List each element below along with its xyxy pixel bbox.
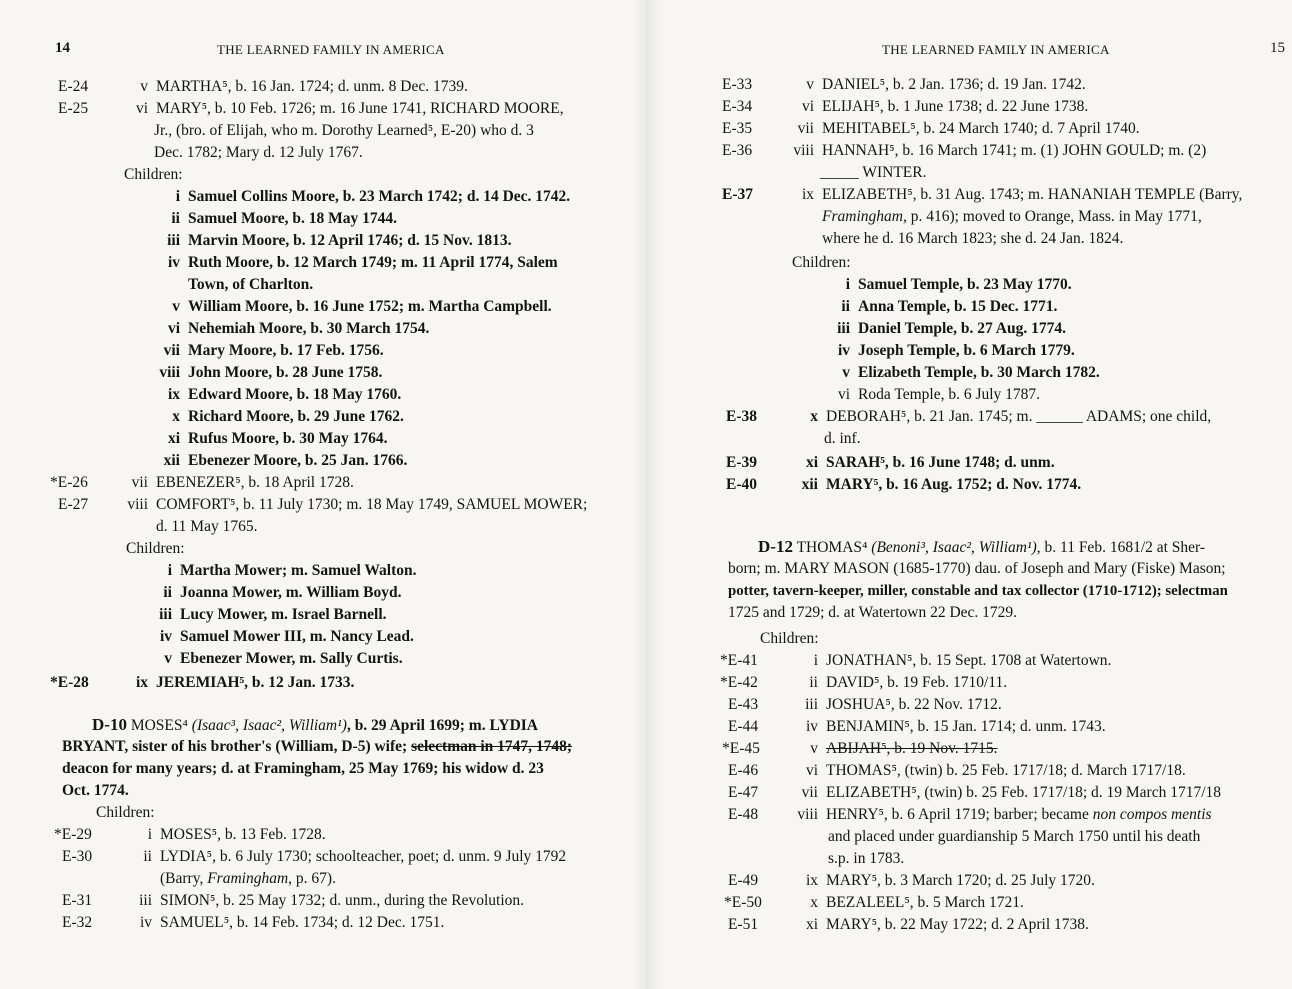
child-line <box>144 648 403 670</box>
child-text: Joanna Mower, m. William Boyd. <box>180 584 402 601</box>
child-line <box>144 582 401 604</box>
child-line <box>152 208 397 230</box>
entry-id: E-30 <box>62 848 93 865</box>
d12-text: , b. 11 Feb. 1681/2 at Sher- <box>1036 539 1206 556</box>
child-continuation: Town, of Charlton. <box>188 276 314 293</box>
d12-line: 1725 and 1729; d. at Watertown 22 Dec. 1729. <box>728 604 1018 621</box>
roman-numeral: iii <box>805 696 818 713</box>
entry-text: SIMON⁵, b. 25 May 1732; d. unm., during the Revolution. <box>160 892 525 909</box>
roman-numeral: iii <box>139 892 152 909</box>
child-line <box>152 428 388 450</box>
child-line <box>822 340 1075 362</box>
roman-numeral: vi <box>837 386 850 403</box>
entry-id: E-35 <box>722 120 753 137</box>
entry-e32 <box>62 912 444 934</box>
page-number: 14 <box>55 40 70 56</box>
entry-e49 <box>728 870 1095 892</box>
child-line <box>822 384 1040 406</box>
child-text: Ruth Moore, b. 12 March 1749; m. 11 April 1774, Salem <box>188 254 558 271</box>
entry-e38 <box>726 406 1211 428</box>
entry-e44 <box>728 716 1106 738</box>
entry-id: E-48 <box>728 806 759 823</box>
roman-numeral: v <box>140 78 148 95</box>
roman-numeral: iii <box>837 320 850 337</box>
d12-line: born; m. MARY MASON (1685-1770) dau. of Joseph and Mary (Fiske) Mason; <box>728 560 1226 577</box>
child-text: Richard Moore, b. 29 June 1762. <box>188 408 404 425</box>
children-heading: Children: <box>124 166 183 183</box>
child-text: John Moore, b. 28 June 1758. <box>188 364 383 381</box>
entry-text: MOSES⁵, b. 13 Feb. 1728. <box>160 826 326 843</box>
entry-e50 <box>724 892 1024 914</box>
roman-numeral: viii <box>797 806 818 823</box>
roman-numeral: v <box>172 298 180 315</box>
ancestry: (Benoni³, Isaac², William¹) <box>871 539 1037 556</box>
d10-line: deacon for many years; d. at Framingham, 25 May 1769; his widow d. 23 <box>62 760 544 777</box>
roman-numeral: iv <box>837 342 850 359</box>
entry-text: DEBORAH⁵, b. 21 Jan. 1745; m. ______ ADAMS; one child, <box>826 408 1212 425</box>
child-text: William Moore, b. 16 June 1752; m. Martha Campbell. <box>188 298 552 315</box>
roman-numeral: x <box>810 408 818 425</box>
child-line <box>152 318 429 340</box>
roman-numeral: ix <box>167 386 180 403</box>
children-heading: Children: <box>126 540 185 557</box>
entry-text: ELIZABETH⁵, b. 31 Aug. 1743; m. HANANIAH TEMPLE (Barry, <box>822 186 1243 203</box>
roman-numeral: xii <box>801 476 818 493</box>
entry-continuation: _____ WINTER. <box>820 164 927 181</box>
roman-numeral: v <box>842 364 850 381</box>
entry-text: COMFORT⁵, b. 11 July 1730; m. 18 May 1749, SAMUEL MOWER; <box>156 496 588 513</box>
entry-e27 <box>58 494 587 516</box>
roman-numeral: i <box>175 188 180 205</box>
child-text: Samuel Temple, b. 23 May 1770. <box>858 276 1072 293</box>
child-text: Ebenezer Mower, m. Sally Curtis. <box>180 650 403 667</box>
citation-text: (Barry, <box>160 870 208 887</box>
child-line <box>822 296 1057 318</box>
child-text: Samuel Collins Moore, b. 23 March 1742; d. 14 Dec. 1742. <box>188 188 571 205</box>
d10-line: Oct. 1774. <box>62 782 129 799</box>
entry-e26 <box>50 472 354 494</box>
child-line <box>822 318 1066 340</box>
child-text: Lucy Mower, m. Israel Barnell. <box>180 606 387 623</box>
roman-numeral: v <box>810 740 818 757</box>
entry-text: HENRY⁵, b. 6 April 1719; barber; became <box>826 806 1093 823</box>
entry-e34 <box>722 96 1088 118</box>
entry-text: JOSHUA⁵, b. 22 Nov. 1712. <box>826 696 1002 713</box>
entry-text: BENJAMIN⁵, b. 15 Jan. 1714; d. unm. 1743. <box>826 718 1106 735</box>
roman-numeral: viii <box>127 496 148 513</box>
entry-id: *E-50 <box>724 894 762 911</box>
entry-text: BEZALEEL⁵, b. 5 March 1721. <box>826 894 1024 911</box>
roman-numeral: vii <box>131 474 148 491</box>
entry-continuation: s.p. in 1783. <box>828 850 905 867</box>
page-number: 15 <box>1270 40 1285 56</box>
roman-numeral: vi <box>135 100 148 117</box>
roman-numeral: x <box>172 408 180 425</box>
right-page <box>646 0 1292 989</box>
roman-numeral: ii <box>171 210 180 227</box>
entry-continuation: Dec. 1782; Mary d. 12 July 1767. <box>154 144 363 161</box>
roman-numeral: ix <box>135 674 148 691</box>
d10-text: , b. 29 April 1699; m. LYDIA <box>346 717 538 734</box>
entry-id: E-27 <box>58 496 89 513</box>
entry-e45 <box>722 738 997 760</box>
child-line <box>152 252 558 274</box>
child-text: Elizabeth Temple, b. 30 March 1782. <box>858 364 1100 381</box>
running-head: THE LEARNED FAMILY IN AMERICA <box>882 42 1110 57</box>
entry-continuation: and placed under guardianship 5 March 1750 until his death <box>828 828 1201 845</box>
entry-e43 <box>728 694 1002 716</box>
entry-text: MEHITABEL⁵, b. 24 March 1740; d. 7 April 1740. <box>822 120 1140 137</box>
struck-text: selectman in 1747, 1748; <box>411 738 573 755</box>
d12-line: potter, tavern-keeper, miller, constable and tax collector (1710-1712); selectman <box>728 583 1228 599</box>
entry-continuation: Jr., (bro. of Elijah, who m. Dorothy Learned⁵, E-20) who d. 3 <box>154 122 534 139</box>
entry-continuation <box>822 206 1202 228</box>
entry-text: ELIZABETH⁵, (twin) b. 25 Feb. 1717/18; d. 19 March 1717/18 <box>826 784 1222 801</box>
citation-place: Framingham <box>822 208 903 225</box>
entry-e29 <box>54 824 326 846</box>
entry-id: *E-42 <box>720 674 758 691</box>
child-text: Joseph Temple, b. 6 March 1779. <box>858 342 1075 359</box>
entry-id: E-25 <box>58 100 89 117</box>
roman-numeral: i <box>167 562 172 579</box>
roman-numeral: v <box>164 650 172 667</box>
roman-numeral: iv <box>805 718 818 735</box>
roman-numeral: ii <box>841 298 850 315</box>
entry-text: DANIEL⁵, b. 2 Jan. 1736; d. 19 Jan. 1742. <box>822 76 1086 93</box>
roman-numeral: iv <box>167 254 180 271</box>
entry-text: THOMAS⁵, (twin) b. 25 Feb. 1717/18; d. March 1717/18. <box>826 762 1186 779</box>
roman-numeral: vii <box>801 784 818 801</box>
child-line <box>152 406 404 428</box>
entry-e28 <box>50 672 354 694</box>
entry-e37 <box>722 184 1242 206</box>
child-text: Daniel Temple, b. 27 Aug. 1774. <box>858 320 1066 337</box>
entry-text: MARY⁵, b. 10 Feb. 1726; m. 16 June 1741, RICHARD MOORE, <box>156 100 564 117</box>
entry-id: E-47 <box>728 784 759 801</box>
entry-continuation <box>160 868 336 890</box>
roman-numeral: i <box>147 826 152 843</box>
entry-e48 <box>728 804 1212 826</box>
roman-numeral: iv <box>159 628 172 645</box>
child-text: Edward Moore, b. 18 May 1760. <box>188 386 402 403</box>
entry-e51 <box>728 914 1089 936</box>
roman-numeral: xi <box>805 916 818 933</box>
entry-text-italic: non compos mentis <box>1092 806 1212 823</box>
person-name: THOMAS⁴ <box>796 539 868 556</box>
entry-text: MARY⁵, b. 3 March 1720; d. 25 July 1720. <box>826 872 1095 889</box>
roman-numeral: viii <box>793 142 814 159</box>
roman-numeral: xi <box>805 454 818 471</box>
entry-text: EBENEZER⁵, b. 18 April 1728. <box>156 474 354 491</box>
child-line <box>152 362 382 384</box>
roman-numeral: vi <box>167 320 180 337</box>
child-line <box>152 186 570 208</box>
roman-numeral: x <box>810 894 818 911</box>
entry-id: *E-29 <box>54 826 92 843</box>
entry-continuation: d. 11 May 1765. <box>156 518 258 535</box>
entry-e36 <box>722 140 1206 162</box>
entry-e30 <box>62 846 566 868</box>
entry-e33 <box>722 74 1086 96</box>
roman-numeral: ii <box>143 848 152 865</box>
entry-text: MARTHA⁵, b. 16 Jan. 1724; d. unm. 8 Dec. 1739. <box>156 78 468 95</box>
roman-numeral: ix <box>805 872 818 889</box>
entry-text: MARY⁵, b. 16 Aug. 1752; d. Nov. 1774. <box>826 476 1082 493</box>
roman-numeral: i <box>845 276 850 293</box>
children-heading: Children: <box>792 254 851 271</box>
child-line <box>152 384 401 406</box>
entry-id: E-34 <box>722 98 753 115</box>
d10-text: BRYANT, sister of his brother's (William, D-5) wife; <box>62 738 412 755</box>
child-line <box>144 626 414 648</box>
child-text: Anna Temple, b. 15 Dec. 1771. <box>858 298 1058 315</box>
child-text: Roda Temple, b. 6 July 1787. <box>858 386 1041 403</box>
child-text: Mary Moore, b. 17 Feb. 1756. <box>188 342 384 359</box>
roman-numeral: xi <box>167 430 180 447</box>
roman-numeral: viii <box>159 364 180 381</box>
entry-id: *E-28 <box>50 674 89 691</box>
children-heading: Children: <box>96 804 155 821</box>
d10-heading <box>92 714 538 737</box>
child-text: Rufus Moore, b. 30 May 1764. <box>188 430 388 447</box>
entry-id: E-51 <box>728 916 759 933</box>
child-text: Samuel Mower III, m. Nancy Lead. <box>180 628 414 645</box>
generation-label: D-10 <box>92 715 127 734</box>
ancestry: (Isaac³, Isaac², William¹) <box>191 717 347 734</box>
roman-numeral: ii <box>809 674 818 691</box>
child-line <box>144 604 387 626</box>
child-line <box>822 274 1072 296</box>
entry-e25 <box>58 98 564 120</box>
entry-id: E-24 <box>58 78 89 95</box>
roman-numeral: vii <box>797 120 814 137</box>
entry-text: LYDIA⁵, b. 6 July 1730; schoolteacher, poet; d. unm. 9 July 1792 <box>160 848 567 865</box>
entry-id: E-31 <box>62 892 93 909</box>
running-head: THE LEARNED FAMILY IN AMERICA <box>217 42 445 57</box>
citation-text: , p. 416); moved to Orange, Mass. in May 1771, <box>902 208 1202 225</box>
entry-id: *E-41 <box>720 652 758 669</box>
entry-continuation: d. inf. <box>824 430 861 447</box>
entry-text: ELIJAH⁵, b. 1 June 1738; d. 22 June 1738. <box>822 98 1089 115</box>
child-text: Samuel Moore, b. 18 May 1744. <box>188 210 397 227</box>
citation-place: Framingham <box>207 870 289 887</box>
child-line <box>152 296 552 318</box>
citation-text: , p. 67). <box>288 870 336 887</box>
roman-numeral: vii <box>163 342 180 359</box>
entry-e39 <box>726 452 1055 474</box>
child-text: Nehemiah Moore, b. 30 March 1754. <box>188 320 430 337</box>
roman-numeral: v <box>806 76 814 93</box>
roman-numeral: xii <box>163 452 180 469</box>
roman-numeral: iv <box>139 914 152 931</box>
entry-text: HANNAH⁵, b. 16 March 1741; m. (1) JOHN GOULD; m. (2) <box>822 142 1207 159</box>
d10-line <box>62 736 572 758</box>
entry-e24 <box>58 76 468 98</box>
child-text: Ebenezer Moore, b. 25 Jan. 1766. <box>188 452 408 469</box>
roman-numeral: i <box>813 652 818 669</box>
roman-numeral: ii <box>163 584 172 601</box>
entry-id: E-44 <box>728 718 759 735</box>
roman-numeral: vi <box>805 762 818 779</box>
entry-id: E-38 <box>726 408 757 425</box>
entry-e41 <box>720 650 1111 672</box>
person-name: MOSES⁴ <box>130 717 188 734</box>
child-line <box>822 362 1100 384</box>
entry-id: E-43 <box>728 696 759 713</box>
roman-numeral: iii <box>159 606 172 623</box>
child-line <box>144 560 417 582</box>
entry-text: JEREMIAH⁵, b. 12 Jan. 1733. <box>156 674 355 691</box>
entry-e42 <box>720 672 1007 694</box>
entry-text: ABIJAH⁵, b. 19 Nov. 1715. <box>826 740 998 757</box>
child-text: Marvin Moore, b. 12 April 1746; d. 15 Nov. 1813. <box>188 232 512 249</box>
entry-continuation: where he d. 16 March 1823; she d. 24 Jan. 1824. <box>822 230 1124 247</box>
entry-id: *E-45 <box>722 740 760 757</box>
children-heading: Children: <box>760 630 819 647</box>
roman-numeral: ix <box>801 186 814 203</box>
entry-text: SARAH⁵, b. 16 June 1748; d. unm. <box>826 454 1055 471</box>
entry-id: E-33 <box>722 76 753 93</box>
entry-e35 <box>722 118 1140 140</box>
entry-id: E-37 <box>722 186 753 203</box>
generation-label: D-12 <box>758 537 793 556</box>
roman-numeral: iii <box>167 232 180 249</box>
entry-id: E-49 <box>728 872 759 889</box>
entry-id: E-36 <box>722 142 753 159</box>
entry-e46 <box>728 760 1186 782</box>
child-line <box>152 230 512 252</box>
child-line <box>152 450 407 472</box>
entry-text: JONATHAN⁵, b. 15 Sept. 1708 at Watertown. <box>826 652 1112 669</box>
entry-e31 <box>62 890 524 912</box>
entry-e40 <box>726 474 1081 496</box>
entry-id: *E-26 <box>50 474 88 491</box>
entry-id: E-39 <box>726 454 757 471</box>
entry-id: E-46 <box>728 762 759 779</box>
entry-text: MARY⁵, b. 22 May 1722; d. 2 April 1738. <box>826 916 1089 933</box>
entry-id: E-40 <box>726 476 757 493</box>
child-text: Martha Mower; m. Samuel Walton. <box>180 562 417 579</box>
roman-numeral: vi <box>801 98 814 115</box>
d12-heading <box>758 536 1205 559</box>
entry-text: DAVID⁵, b. 19 Feb. 1710/11. <box>826 674 1008 691</box>
entry-id: E-32 <box>62 914 93 931</box>
entry-e47 <box>728 782 1221 804</box>
entry-text: SAMUEL⁵, b. 14 Feb. 1734; d. 12 Dec. 1751. <box>160 914 445 931</box>
child-line <box>152 340 384 362</box>
